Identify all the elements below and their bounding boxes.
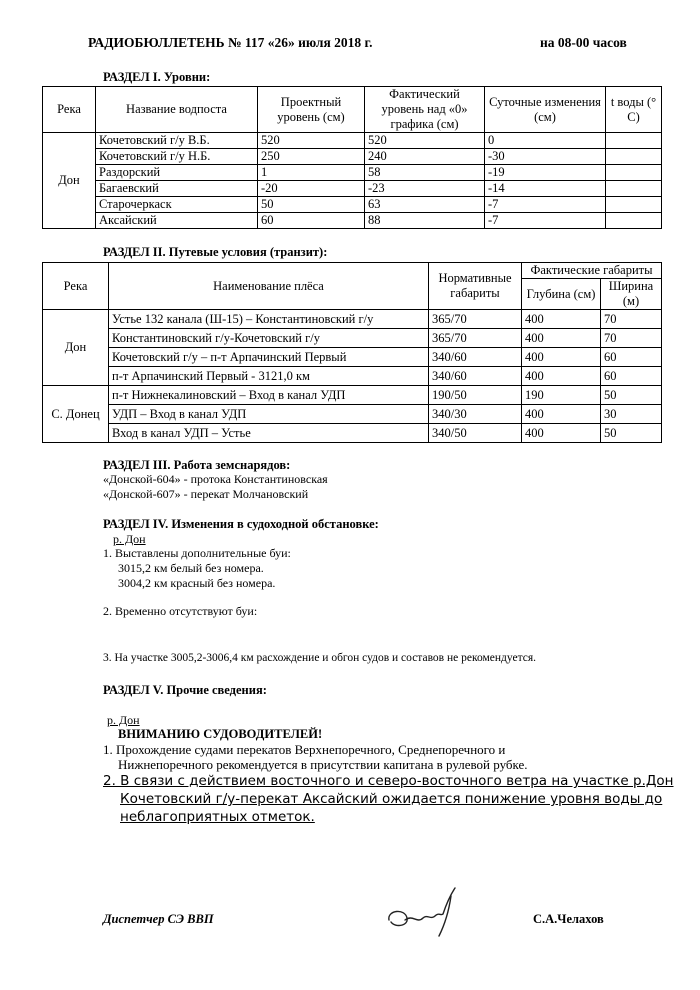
col-actual: Фактические габариты xyxy=(522,263,662,279)
design-level: 520 xyxy=(258,133,365,149)
table-row xyxy=(43,424,662,443)
table-row xyxy=(43,329,662,348)
stretch: Константиновский г/у-Кочетовский г/у xyxy=(109,329,429,348)
water-temp xyxy=(606,197,662,213)
section5-item2-line2: Кочетовский г/у-перекат Аксайский ожидается понижение уровня воды до xyxy=(120,791,663,807)
col-daily-change: Суточные изменения (см) xyxy=(485,87,606,133)
bulletin-time: на 08-00 часов xyxy=(540,35,627,50)
dredger-line-1: «Донской-604» - протока Константиновская xyxy=(103,472,328,486)
width: 60 xyxy=(601,348,662,367)
section4-item2: 2. Временно отсутствуют буи: xyxy=(103,604,258,618)
width: 70 xyxy=(601,310,662,329)
daily-change: -14 xyxy=(485,181,606,197)
norm: 340/30 xyxy=(429,405,522,424)
section4-item1: 1. Выставлены дополнительные буи: xyxy=(103,546,291,560)
section5-item1-line1: 1. Прохождение судами перекатов Верхнепоречного, Среднепоречного и xyxy=(103,742,506,757)
design-level: 250 xyxy=(258,149,365,165)
section2-heading: РАЗДЕЛ II. Путевые условия (транзит): xyxy=(103,245,328,259)
stretch: УДП – Вход в канал УДП xyxy=(109,405,429,424)
width: 60 xyxy=(601,367,662,386)
table-row xyxy=(43,149,662,165)
table-row xyxy=(43,386,662,405)
daily-change: 0 xyxy=(485,133,606,149)
stretch: Вход в канал УДП – Устье xyxy=(109,424,429,443)
section5-heading: РАЗДЕЛ V. Прочие сведения: xyxy=(103,683,267,697)
norm: 340/50 xyxy=(429,424,522,443)
water-temp xyxy=(606,165,662,181)
signature xyxy=(375,880,465,950)
depth: 400 xyxy=(522,367,601,386)
dredger-line-2: «Донской-607» - перекат Молчановский xyxy=(103,487,309,501)
section3-heading: РАЗДЕЛ III. Работа земснарядов: xyxy=(103,458,291,472)
stretch: Устье 132 канала (Ш-15) – Константиновский г/у xyxy=(109,310,429,329)
actual-level: -23 xyxy=(365,181,485,197)
depth: 400 xyxy=(522,424,601,443)
signatory-name: С.А.Челахов xyxy=(533,912,604,926)
section5-river: р. Дон xyxy=(107,713,140,727)
post-name: Раздорский xyxy=(96,165,258,181)
section4-item1-line1: 3015,2 км белый без номера. xyxy=(118,561,264,575)
bulletin-title: РАДИОБЮЛЛЕТЕНЬ № 117 «26» июля 2018 г. xyxy=(88,35,373,50)
table-row xyxy=(43,197,662,213)
table-row xyxy=(43,165,662,181)
section5-item1-line2: Нижнепоречного рекомендуется в присутствии капитана в рулевой рубке. xyxy=(118,757,528,772)
water-temp xyxy=(606,149,662,165)
river-cell: С. Донец xyxy=(43,386,109,443)
table-row xyxy=(43,213,662,229)
actual-level: 240 xyxy=(365,149,485,165)
table-row xyxy=(43,405,662,424)
design-level: 60 xyxy=(258,213,365,229)
norm: 365/70 xyxy=(429,329,522,348)
post-name: Кочетовский г/у В.Б. xyxy=(96,133,258,149)
river-cell: Дон xyxy=(43,310,109,386)
width: 50 xyxy=(601,386,662,405)
norm: 340/60 xyxy=(429,367,522,386)
section5-item2-line3: неблагоприятных отметок. xyxy=(120,809,315,825)
depth: 400 xyxy=(522,329,601,348)
actual-level: 58 xyxy=(365,165,485,181)
section4-heading: РАЗДЕЛ IV. Изменения в судоходной обстановке: xyxy=(103,517,379,531)
width: 50 xyxy=(601,424,662,443)
water-temp xyxy=(606,181,662,197)
stretch: п-т Нижнекалиновский – Вход в канал УДП xyxy=(109,386,429,405)
norm: 365/70 xyxy=(429,310,522,329)
depth: 400 xyxy=(522,310,601,329)
actual-level: 63 xyxy=(365,197,485,213)
post-name: Аксайский xyxy=(96,213,258,229)
section5-item2-line1: 2. В связи с действием восточного и северо-восточного ветра на участке р.Дон xyxy=(103,773,674,789)
col-width: Ширина (м) xyxy=(601,279,662,310)
table-row xyxy=(43,348,662,367)
design-level: -20 xyxy=(258,181,365,197)
table-row xyxy=(43,133,662,149)
water-temp xyxy=(606,133,662,149)
norm: 340/60 xyxy=(429,348,522,367)
levels-table xyxy=(42,86,662,229)
width: 70 xyxy=(601,329,662,348)
section4-item3: 3. На участке 3005,2-3006,4 км расхождение и обгон судов и составов не рекомендуется. xyxy=(103,652,537,664)
table-row xyxy=(43,310,662,329)
stretch: Кочетовский г/у – п-т Арпачинский Первый xyxy=(109,348,429,367)
col-stretch: Наименование плёса xyxy=(109,263,429,310)
actual-level: 520 xyxy=(365,133,485,149)
section4-river: р. Дон xyxy=(113,532,146,546)
col-river: Река xyxy=(43,87,96,133)
section1-heading: РАЗДЕЛ I. Уровни: xyxy=(103,70,211,84)
daily-change: -30 xyxy=(485,149,606,165)
actual-level: 88 xyxy=(365,213,485,229)
norm: 190/50 xyxy=(429,386,522,405)
col-depth: Глубина (см) xyxy=(522,279,601,310)
dispatcher-label: Диспетчер СЭ ВВП xyxy=(103,912,214,926)
table-row xyxy=(43,181,662,197)
river-cell: Дон xyxy=(43,133,96,229)
levels-header-row xyxy=(43,87,662,133)
transit-table xyxy=(42,262,662,443)
daily-change: -7 xyxy=(485,213,606,229)
design-level: 50 xyxy=(258,197,365,213)
post-name: Багаевский xyxy=(96,181,258,197)
water-temp xyxy=(606,213,662,229)
depth: 400 xyxy=(522,405,601,424)
design-level: 1 xyxy=(258,165,365,181)
transit-header-row xyxy=(43,263,662,279)
col-water-temp: t воды (° С) xyxy=(606,87,662,133)
col-actual-level: Фактический уровень над «0» графика (см) xyxy=(365,87,485,133)
table-row xyxy=(43,367,662,386)
daily-change: -7 xyxy=(485,197,606,213)
col-river: Река xyxy=(43,263,109,310)
daily-change: -19 xyxy=(485,165,606,181)
attention-heading: ВНИМАНИЮ СУДОВОДИТЕЛЕЙ! xyxy=(118,727,323,741)
post-name: Кочетовский г/у Н.Б. xyxy=(96,149,258,165)
col-design-level: Проектный уровень (см) xyxy=(258,87,365,133)
section4-item1-line2: 3004,2 км красный без номера. xyxy=(118,576,276,590)
post-name: Старочеркаск xyxy=(96,197,258,213)
col-norm: Нормативные габариты xyxy=(429,263,522,310)
depth: 400 xyxy=(522,348,601,367)
width: 30 xyxy=(601,405,662,424)
depth: 190 xyxy=(522,386,601,405)
col-post-name: Название водпоста xyxy=(96,87,258,133)
stretch: п-т Арпачинский Первый - 3121,0 км xyxy=(109,367,429,386)
